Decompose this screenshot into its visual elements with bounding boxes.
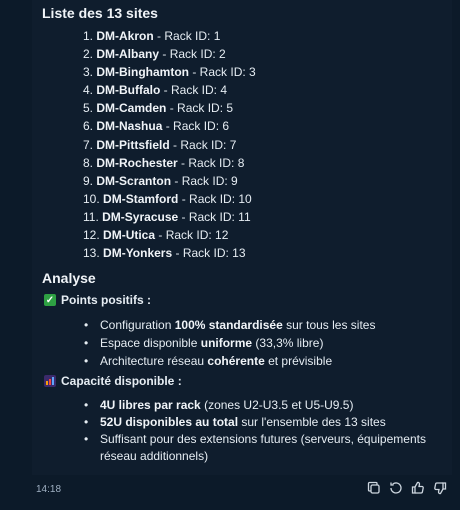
site-name: DM-Camden	[96, 101, 167, 116]
message-time: 14:18	[36, 484, 62, 495]
site-list-item	[83, 81, 256, 99]
check-emoji-icon: ✓	[45, 294, 55, 306]
site-list-item	[83, 226, 256, 244]
site-rack-id: - Rack ID: 9	[171, 173, 238, 188]
site-name: DM-Syracuse	[102, 209, 179, 224]
site-rack-id: - Rack ID: 13	[172, 246, 246, 261]
site-name: DM-Buffalo	[96, 83, 161, 98]
positive-points-list	[84, 316, 375, 370]
site-name: DM-Yonkers	[103, 246, 173, 261]
site-rack-id: - Rack ID: 8	[177, 155, 245, 170]
analysis-title: Analyse	[42, 270, 96, 286]
refresh-icon[interactable]	[388, 480, 404, 496]
site-number: 10.	[83, 191, 100, 206]
site-number: 13.	[83, 246, 100, 261]
bullet-text: Espace disponible	[100, 336, 201, 350]
capacity-list	[84, 397, 434, 465]
site-rack-id: - Rack ID: 1	[153, 29, 221, 43]
site-number: 7.	[83, 137, 94, 152]
bullet-text-after: (zones U2-U3.5 et U5-U9.5)	[200, 398, 354, 412]
site-list-item	[83, 208, 256, 226]
site-name: DM-Akron	[96, 29, 154, 43]
site-list-item	[83, 154, 256, 172]
site-list-item	[83, 63, 256, 81]
site-name: DM-Binghamton	[96, 65, 190, 80]
bullet-text: Suffisant pour des extensions futures (serveurs, équipements réseau additionnels)	[100, 432, 426, 463]
site-list-item	[83, 27, 256, 45]
site-number: 4.	[83, 83, 94, 98]
bullet-emphasis: cohérente	[207, 354, 265, 368]
sites-list	[83, 27, 256, 262]
site-name: DM-Stamford	[103, 191, 179, 206]
bullet-emphasis: uniforme	[200, 336, 253, 350]
site-number: 9.	[83, 173, 94, 188]
site-name: DM-Albany	[96, 47, 160, 62]
site-rack-id: - Rack ID: 11	[178, 209, 251, 224]
bullet-item	[84, 352, 375, 370]
site-list-item	[83, 117, 256, 135]
site-name: DM-Scranton	[96, 173, 172, 188]
site-rack-id: - Rack ID: 12	[155, 228, 229, 243]
site-list-item	[83, 244, 256, 262]
site-rack-id: - Rack ID: 3	[189, 65, 256, 80]
thumbs-down-icon[interactable]	[432, 480, 448, 496]
bullet-item	[84, 397, 434, 414]
bullet-text-after: sur l'ensemble des 13 sites	[238, 415, 386, 429]
sites-list-title: Liste des 13 sites	[42, 5, 158, 21]
copy-icon[interactable]	[366, 480, 382, 496]
site-list-item	[83, 136, 256, 154]
positive-points-label: Points positifs :	[61, 293, 151, 307]
site-list-item	[83, 99, 256, 117]
bullet-item	[84, 414, 434, 431]
bullet-text: Architecture réseau	[100, 354, 208, 368]
site-name: DM-Pittsfield	[96, 137, 170, 152]
bullet-item	[84, 334, 375, 352]
site-rack-id: - Rack ID: 6	[162, 119, 230, 134]
message-actions	[366, 480, 448, 496]
site-number: 1.	[83, 29, 94, 43]
site-name: DM-Utica	[103, 228, 156, 243]
site-number: 12.	[83, 228, 100, 243]
site-number: 5.	[83, 101, 94, 116]
capacity-label: Capacité disponible :	[61, 374, 182, 388]
site-rack-id: - Rack ID: 4	[160, 83, 228, 98]
site-rack-id: - Rack ID: 7	[169, 137, 237, 152]
site-number: 2.	[83, 47, 94, 62]
site-number: 3.	[83, 65, 94, 80]
positive-points-heading	[44, 293, 151, 307]
bullet-text-after: sur tous les sites	[282, 318, 376, 332]
bullet-emphasis: 52U disponibles au total	[100, 415, 239, 429]
site-list-item	[83, 172, 256, 190]
capacity-heading	[44, 374, 182, 388]
site-rack-id: - Rack ID: 10	[178, 191, 252, 206]
site-number: 8.	[83, 155, 94, 170]
site-rack-id: - Rack ID: 2	[159, 47, 226, 62]
site-name: DM-Nashua	[96, 119, 163, 134]
site-name: DM-Rochester	[96, 155, 178, 170]
thumbs-up-icon[interactable]	[410, 480, 426, 496]
bullet-item	[84, 431, 434, 465]
site-list-item	[83, 45, 256, 63]
bullet-text-after: (33,3% libre)	[252, 336, 324, 350]
bullet-emphasis: 100% standardisée	[174, 318, 283, 332]
site-number: 11.	[83, 209, 99, 224]
bullet-text: Configuration	[100, 318, 175, 332]
bullet-text-after: et prévisible	[264, 354, 333, 368]
bullet-item	[84, 316, 375, 334]
bar-chart-emoji-icon	[44, 375, 56, 387]
bullet-emphasis: 4U libres par rack	[100, 398, 201, 412]
site-number: 6.	[83, 119, 94, 134]
site-list-item	[83, 190, 256, 208]
site-rack-id: - Rack ID: 5	[166, 101, 234, 116]
